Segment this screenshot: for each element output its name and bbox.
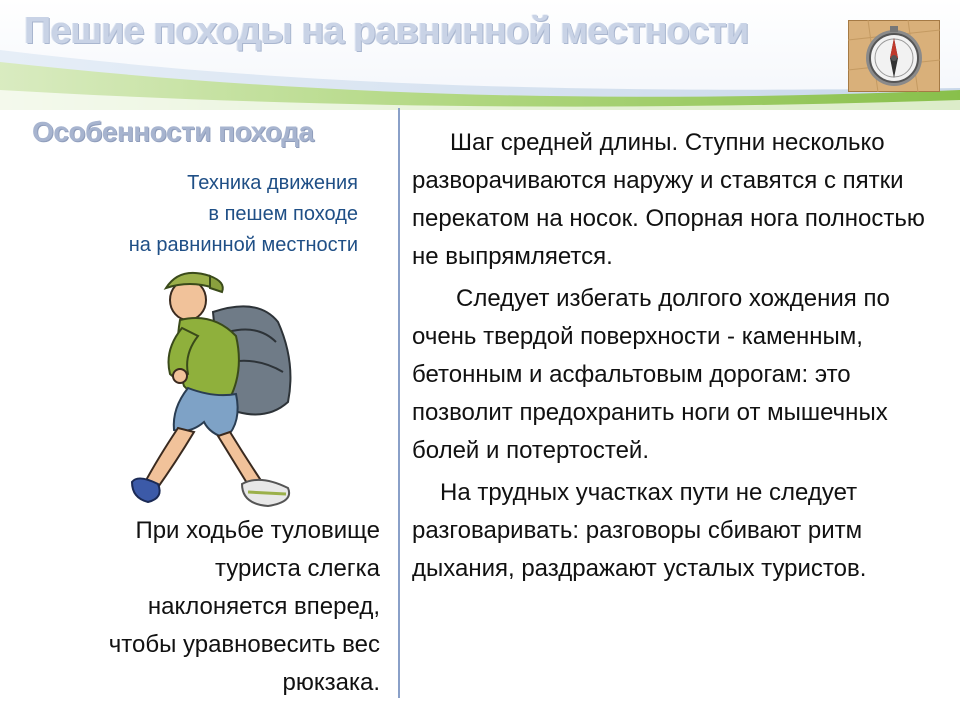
paragraph-hard-surfaces: Следует избегать долгого хождения по очень твердой поверхности - каменным, бетонным и асфальтовым дорогам: это позволит предохранить ноги от мышечных болей и потертостей. — [412, 285, 890, 464]
note-line: При ходьбе туловище — [135, 517, 380, 544]
hiker-illustration — [118, 262, 308, 518]
note-line: туриста слегка — [215, 555, 380, 582]
section-subtitle: Особенности похода — [32, 116, 314, 147]
slide-title: Пешие походы на равнинной местности — [24, 10, 749, 52]
note-line: рюкзака. — [282, 669, 380, 696]
caption-line: Техника движения — [187, 172, 358, 194]
caption-line: на равнинной местности — [128, 234, 358, 256]
body-weight-note — [109, 512, 380, 702]
paragraph-step-technique: Шаг средней длины. Ступни несколько разворачиваются наружу и ставятся с пятки перекатом на носок. Опорная нога полностью не выпрямляется. — [412, 129, 925, 270]
caption-line: в пешем походе — [208, 203, 358, 225]
column-divider — [398, 108, 400, 698]
main-text — [412, 124, 952, 588]
paragraph-difficult-sections: На трудных участках пути не следует разговаривать: разговоры сбивают ритм дыхания, раздражают усталых туристов. — [412, 479, 867, 582]
illustration-caption — [129, 168, 358, 261]
note-line: наклоняется вперед, — [147, 593, 380, 620]
compass-icon — [848, 20, 940, 92]
note-line: чтобы уравновесить вес — [108, 631, 380, 658]
